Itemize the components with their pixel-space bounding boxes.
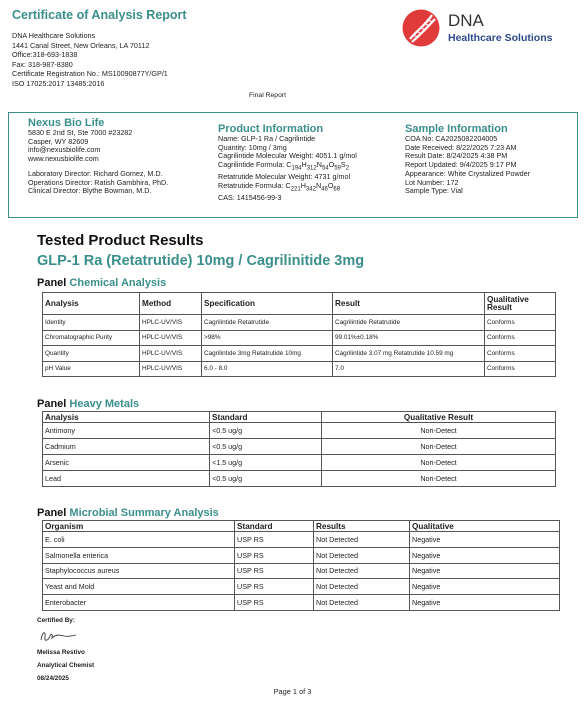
col-header: Results	[314, 521, 410, 532]
report-title: Certificate of Analysis Report	[12, 8, 187, 22]
director-line: Operations Director: Ratish Gambhira, PhD.	[28, 177, 169, 187]
table-cell: Non-Detect	[322, 470, 556, 486]
table-cell: Negative	[410, 547, 560, 563]
table-cell: Negative	[410, 563, 560, 579]
signer-name: Melissa Restivo	[37, 649, 85, 656]
table-cell: 99.01%±0.18%	[333, 330, 485, 346]
director-line: Clinical Director: Blythe Bowman, M.D.	[28, 186, 152, 196]
result-date: Result Date: 8/24/2025 4:38 PM	[405, 151, 508, 161]
table-cell: Arsenic	[43, 454, 210, 470]
sample-info	[405, 123, 530, 196]
header-line: Certificate Registration No.: MS10090877Y/GP/1	[12, 69, 168, 78]
table-cell: Chromatographic Purity	[43, 330, 140, 346]
table-cell: USP RS	[235, 595, 314, 611]
table-cell: <0.5 ug/g	[210, 470, 322, 486]
table-cell: Negative	[410, 579, 560, 595]
table-cell: Non-Detect	[322, 454, 556, 470]
cagrilintide-mw: Cagrilintide Molecular Weight: 4051.1 g/mol	[218, 151, 357, 161]
product-title: GLP-1 Ra (Retatrutide) 10mg / Cagrilinitide 3mg	[37, 253, 365, 269]
table-cell: >98%	[202, 330, 333, 346]
header-line: Office:318-693-1838	[12, 50, 78, 59]
lab-address-line: 5830 E 2nd St, Ste 7000 #23282	[28, 128, 133, 137]
col-header: Qualitative Result	[322, 412, 556, 423]
table-cell: Conforms	[485, 361, 556, 377]
table-cell: Lead	[43, 470, 210, 486]
table-cell: Cagrilintide 3mg Retatrutide 10mg	[202, 346, 333, 362]
table-cell: Cadmium	[43, 438, 210, 454]
product-info-heading: Product Information	[218, 123, 324, 135]
company-logo	[402, 9, 580, 49]
logo-name: DNA	[448, 11, 484, 30]
col-header: Standard	[210, 412, 322, 423]
table-header-row	[43, 412, 556, 423]
chemical-analysis-table	[42, 292, 556, 377]
lab-header	[12, 8, 372, 88]
lab-address-line: Casper, WY 82609	[28, 136, 89, 146]
table-cell: USP RS	[235, 532, 314, 548]
table-row	[43, 563, 560, 579]
results-title: Tested Product Results	[37, 232, 204, 249]
col-header: Method	[140, 293, 202, 315]
col-header: Qualitative	[410, 521, 560, 532]
table-cell: USP RS	[235, 547, 314, 563]
header-line: 1441 Canal Street, New Orleans, LA 70112	[12, 40, 150, 50]
certified-by-label: Certified By:	[37, 617, 75, 624]
col-header: Specification	[202, 293, 333, 315]
table-row	[43, 423, 556, 439]
table-cell: <0.5 ug/g	[210, 438, 322, 454]
table-cell: <0.5 ug/g	[210, 423, 322, 439]
product-info	[218, 123, 357, 203]
table-cell: Cagrilintide Retatrutide	[333, 315, 485, 331]
table-cell: HPLC-UV/VIS	[140, 346, 202, 362]
table-cell: Negative	[410, 595, 560, 611]
col-header: Analysis	[43, 412, 210, 423]
table-cell: E. coli	[43, 532, 235, 548]
director-line: Laboratory Director: Richard Gomez, M.D.	[28, 168, 163, 178]
signature-icon	[38, 628, 78, 644]
table-cell: Negative	[410, 532, 560, 548]
microbial-table	[42, 520, 560, 611]
table-cell: HPLC-UV/VIS	[140, 361, 202, 377]
retatrutide-mw: Retatrutide Molecular Weight: 4731 g/mol	[218, 172, 351, 182]
table-header-row	[43, 521, 560, 532]
date-received: Date Received: 8/22/2025 7:23 AM	[405, 142, 517, 152]
table-row	[43, 454, 556, 470]
col-header: Standard	[235, 521, 314, 532]
table-cell: <1.5 ug/g	[210, 454, 322, 470]
table-cell: Conforms	[485, 315, 556, 331]
table-row	[43, 438, 556, 454]
col-header: Qualitative Result	[485, 293, 556, 315]
table-row	[43, 547, 560, 563]
table-cell: Yeast and Mold	[43, 579, 235, 595]
page-number: Page 1 of 3	[273, 687, 312, 696]
certification-date: 08/24/2025	[37, 675, 69, 682]
table-cell: USP RS	[235, 563, 314, 579]
sample-type: Sample Type: Vial	[405, 186, 463, 196]
logo-subtitle: Healthcare Solutions	[448, 32, 553, 44]
table-row	[43, 470, 556, 486]
table-cell: Not Detected	[314, 547, 410, 563]
table-row	[43, 315, 556, 331]
table-cell: Staphylococcus aureus	[43, 563, 235, 579]
sample-info-heading: Sample Information	[405, 123, 508, 135]
table-row	[43, 532, 560, 548]
lab-email: info@nexusbiolife.com	[28, 145, 101, 155]
table-cell: Antimony	[43, 423, 210, 439]
table-cell: HPLC-UV/VIS	[140, 315, 202, 331]
col-header: Result	[333, 293, 485, 315]
chemical-panel-heading: Panel Chemical Analysis	[37, 277, 167, 289]
table-row	[43, 346, 556, 362]
table-cell: 7.0	[333, 361, 485, 377]
table-cell: Identity	[43, 315, 140, 331]
lab-info	[28, 117, 168, 196]
table-cell: Non-Detect	[322, 438, 556, 454]
retatrutide-formula: Retatrutide Formula: $C_{221}H_{342}N_{46}O_{68}$	[218, 180, 341, 193]
signer-role: Analytical Chemist	[37, 662, 95, 669]
lot-number: Lot Number: 172	[405, 177, 459, 187]
table-header-row	[43, 293, 556, 315]
heavy-metals-table	[42, 411, 556, 487]
microbial-panel-heading: Panel Microbial Summary Analysis	[37, 507, 219, 519]
header-line: DNA Healthcare Solutions	[12, 31, 96, 40]
info-box	[8, 112, 578, 218]
table-row	[43, 330, 556, 346]
product-quantity: Quantity: 10mg / 3mg	[218, 142, 287, 152]
table-cell: Conforms	[485, 330, 556, 346]
table-cell: Enterobacter	[43, 595, 235, 611]
header-line: Fax: 318-987-8380	[12, 59, 73, 69]
final-report-label: Final Report	[248, 92, 287, 99]
header-line: ISO 17025:2017 13485:2016	[12, 78, 105, 88]
lab-name: Nexus Bio Life	[28, 117, 105, 129]
table-cell: Non-Detect	[322, 423, 556, 439]
table-cell: Cagrilintide 3.07 mg Retatrutide 10.59 mg	[333, 346, 485, 362]
product-name: Name: GLP-1 Ra / Cagrilintide	[218, 134, 316, 143]
table-row	[43, 579, 560, 595]
heavy-metals-panel-heading: Panel Heavy Metals	[37, 398, 140, 410]
appearance: Appearance: White Crystalized Powder	[405, 168, 531, 178]
table-cell: Not Detected	[314, 532, 410, 548]
col-header: Analysis	[43, 293, 140, 315]
table-cell: Not Detected	[314, 563, 410, 579]
col-header: Organism	[43, 521, 235, 532]
report-updated: Report Updated: 9/4/2025 9:17 PM	[405, 160, 517, 170]
table-cell: Conforms	[485, 346, 556, 362]
cagrilintide-formula: Cagrilintide Formula: $C_{194}H_{312}N_{54}O_{59}S_2$	[218, 160, 350, 172]
table-row	[43, 595, 560, 611]
table-cell: HPLC-UV/VIS	[140, 330, 202, 346]
coa-number: COA No: CA2025082204005	[405, 134, 498, 143]
table-cell: 6.0 - 8.0	[202, 361, 333, 377]
cas-number: CAS: 1415456-99-3	[218, 193, 282, 203]
table-cell: Quantity	[43, 346, 140, 362]
table-cell: Not Detected	[314, 595, 410, 611]
table-row	[43, 361, 556, 377]
table-cell: Salmonella enterica	[43, 547, 235, 563]
table-cell: Cagrilintide Retatrutide	[202, 315, 333, 331]
table-cell: Not Detected	[314, 579, 410, 595]
table-cell: pH Value	[43, 361, 140, 377]
table-cell: USP RS	[235, 579, 314, 595]
dna-logo-icon	[402, 9, 440, 47]
lab-website: www.nexusbiolife.com	[28, 154, 99, 164]
